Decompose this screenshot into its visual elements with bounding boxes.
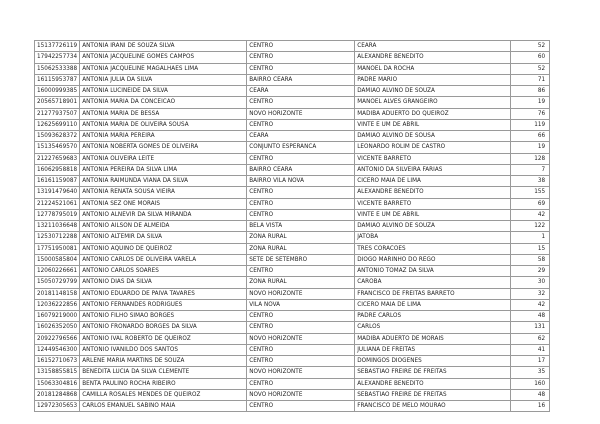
name-cell: ANTONIO AILSON DE ALMEIDA xyxy=(80,221,247,232)
street-cell: CARLOS xyxy=(355,322,511,333)
house-number-cell: 52 xyxy=(511,63,550,74)
street-cell: PADRE MARIO xyxy=(355,74,511,85)
id-number-cell: 12972305653 xyxy=(35,401,80,412)
name-cell: ANTONIO DIAS DA SILVA xyxy=(80,277,247,288)
neighborhood-cell: CENTRO xyxy=(247,63,355,74)
id-number-cell: 13211036648 xyxy=(35,221,80,232)
house-number-cell: 35 xyxy=(511,367,550,378)
street-cell: DAMIAO ALVINO DE SOUZA xyxy=(355,221,511,232)
house-number-cell: 30 xyxy=(511,277,550,288)
table-row xyxy=(35,277,550,288)
house-number-cell: 128 xyxy=(511,153,550,164)
table-row xyxy=(35,221,550,232)
house-number-cell: 119 xyxy=(511,119,550,130)
table-row xyxy=(35,142,550,153)
name-cell: ANTONIA LUCINEIDE DA SILVA xyxy=(80,86,247,97)
table-row xyxy=(35,356,550,367)
name-cell: ANTONIA OLIVEIRA LEITE xyxy=(80,153,247,164)
table-row xyxy=(35,187,550,198)
neighborhood-cell: CEARA xyxy=(247,86,355,97)
neighborhood-cell: CENTRO xyxy=(247,97,355,108)
neighborhood-cell: CENTRO xyxy=(247,187,355,198)
id-number-cell: 15093628372 xyxy=(35,131,80,142)
street-cell: JATOBA xyxy=(355,232,511,243)
id-number-cell: 16062958818 xyxy=(35,164,80,175)
house-number-cell: 160 xyxy=(511,378,550,389)
neighborhood-cell: CONJUNTO ESPERANCA xyxy=(247,142,355,153)
street-cell: DIOGO MARINHO DO REGO xyxy=(355,254,511,265)
neighborhood-cell: NOVO HORIZONTE xyxy=(247,389,355,400)
id-number-cell: 16161159087 xyxy=(35,176,80,187)
name-cell: CARLOS EMANUEL SABINO MAIA xyxy=(80,401,247,412)
table-row xyxy=(35,209,550,220)
house-number-cell: 58 xyxy=(511,254,550,265)
neighborhood-cell: NOVO HORIZONTE xyxy=(247,108,355,119)
id-number-cell: 15135469570 xyxy=(35,142,80,153)
street-cell: PADRE CARLOS xyxy=(355,311,511,322)
id-number-cell: 17942257734 xyxy=(35,52,80,63)
id-number-cell: 16115953787 xyxy=(35,74,80,85)
id-number-cell: 20181284868 xyxy=(35,389,80,400)
id-number-cell: 12060226661 xyxy=(35,266,80,277)
name-cell: ANTONIA JACQUELINE MAGALHAES LIMA xyxy=(80,63,247,74)
street-cell: MANOEL ALVES GRANGEIRO xyxy=(355,97,511,108)
neighborhood-cell: CEARA xyxy=(247,131,355,142)
neighborhood-cell: BELA VISTA xyxy=(247,221,355,232)
neighborhood-cell: NOVO HORIZONTE xyxy=(247,367,355,378)
name-cell: ANTONIA NOBERTA GOMES DE OLIVEIRA xyxy=(80,142,247,153)
name-cell: ANTONIA MARIA DE BESSA xyxy=(80,108,247,119)
id-number-cell: 13158855815 xyxy=(35,367,80,378)
neighborhood-cell: CENTRO xyxy=(247,322,355,333)
neighborhood-cell: BAIRRO CEARA xyxy=(247,164,355,175)
street-cell: MANOEL DA ROCHA xyxy=(355,63,511,74)
street-cell: JULIANA DE FREITAS xyxy=(355,344,511,355)
house-number-cell: 38 xyxy=(511,176,550,187)
id-number-cell: 15062533388 xyxy=(35,63,80,74)
id-number-cell: 21224521061 xyxy=(35,198,80,209)
name-cell: ANTONIO FERNANDES RODRIGUES xyxy=(80,299,247,310)
house-number-cell: 76 xyxy=(511,108,550,119)
neighborhood-cell: ZONA RURAL xyxy=(247,277,355,288)
street-cell: SEBASTIAO FREIRE DE FREITAS xyxy=(355,367,511,378)
name-cell: ANTONIA RENATA SOUSA VIEIRA xyxy=(80,187,247,198)
table-row xyxy=(35,52,550,63)
neighborhood-cell: CENTRO xyxy=(247,311,355,322)
house-number-cell: 42 xyxy=(511,209,550,220)
street-cell: DAMIAO ALVINO DE SOUSA xyxy=(355,131,511,142)
id-number-cell: 20922796566 xyxy=(35,333,80,344)
street-cell: VINTE E UM DE ABRIL xyxy=(355,119,511,130)
street-cell: VICENTE BARRETO xyxy=(355,153,511,164)
name-cell: ANTONIO FRONARDO BORGES DA SILVA xyxy=(80,322,247,333)
neighborhood-cell: CENTRO xyxy=(247,198,355,209)
street-cell: VICENTE BARRETO xyxy=(355,198,511,209)
table-row xyxy=(35,232,550,243)
name-cell: ANTONIA MARIA DE OLIVEIRA SOUSA xyxy=(80,119,247,130)
name-cell: ANTONIA IRANI DE SOUZA SILVA xyxy=(80,41,247,52)
neighborhood-cell: ZONA RURAL xyxy=(247,243,355,254)
neighborhood-cell: CENTRO xyxy=(247,52,355,63)
id-number-cell: 12449546300 xyxy=(35,344,80,355)
street-cell: ANTONIO DA SILVEIRA FARIAS xyxy=(355,164,511,175)
street-cell: DAMIAO ALVINO DE SOUZA xyxy=(355,86,511,97)
name-cell: ANTONIO IVAL ROBERTO DE QUEIROZ xyxy=(80,333,247,344)
neighborhood-cell: BAIRRO CEARA xyxy=(247,74,355,85)
table-row xyxy=(35,41,550,52)
neighborhood-cell: CENTRO xyxy=(247,119,355,130)
house-number-cell: 32 xyxy=(511,288,550,299)
street-cell: TRES CORACOES xyxy=(355,243,511,254)
neighborhood-cell: CENTRO xyxy=(247,153,355,164)
voter-list-sheet xyxy=(34,40,550,412)
house-number-cell: 48 xyxy=(511,389,550,400)
table-row xyxy=(35,164,550,175)
house-number-cell: 60 xyxy=(511,52,550,63)
street-cell: LEONARDO ROLIM DE CASTRO xyxy=(355,142,511,153)
house-number-cell: 66 xyxy=(511,131,550,142)
table-row xyxy=(35,176,550,187)
street-cell: SEBASTIAO FREIRE DE FREITAS xyxy=(355,389,511,400)
street-cell: ALEXANDRE BENEDITO xyxy=(355,378,511,389)
neighborhood-cell: CENTRO xyxy=(247,378,355,389)
name-cell: ANTONIO FILHO SIMAO BORGES xyxy=(80,311,247,322)
neighborhood-cell: VILA NOVA xyxy=(247,299,355,310)
id-number-cell: 16079219000 xyxy=(35,311,80,322)
house-number-cell: 29 xyxy=(511,266,550,277)
house-number-cell: 41 xyxy=(511,344,550,355)
name-cell: BENEDITA LUCIA DA SILVA CLEMENTE xyxy=(80,367,247,378)
id-number-cell: 15050729799 xyxy=(35,277,80,288)
neighborhood-cell: NOVO HORIZONTE xyxy=(247,288,355,299)
table-row xyxy=(35,378,550,389)
name-cell: BENTA PAULINO ROCHA RIBEIRO xyxy=(80,378,247,389)
id-number-cell: 21227659683 xyxy=(35,153,80,164)
house-number-cell: 19 xyxy=(511,142,550,153)
name-cell: ANTONIA MARIA PEREIRA xyxy=(80,131,247,142)
name-cell: ANTONIO EDUARDO DE PAIVA TAVARES xyxy=(80,288,247,299)
table-row xyxy=(35,367,550,378)
street-cell: ALEXANDRE BENEDITO xyxy=(355,52,511,63)
street-cell: MADIBA ADUERTO DO QUEIROZ xyxy=(355,108,511,119)
street-cell: ANTONIO TOMAZ DA SILVA xyxy=(355,266,511,277)
neighborhood-cell: SETE DE SETEMBRO xyxy=(247,254,355,265)
table-row xyxy=(35,131,550,142)
street-cell: FRANCISCO DE FREITAS BARRETO xyxy=(355,288,511,299)
house-number-cell: 17 xyxy=(511,356,550,367)
table-row xyxy=(35,333,550,344)
id-number-cell: 12778795019 xyxy=(35,209,80,220)
name-cell: ANTONIO ALTEMIR DA SILVA xyxy=(80,232,247,243)
neighborhood-cell: CENTRO xyxy=(247,41,355,52)
neighborhood-cell: CENTRO xyxy=(247,356,355,367)
house-number-cell: 86 xyxy=(511,86,550,97)
table-row xyxy=(35,266,550,277)
id-number-cell: 12530712288 xyxy=(35,232,80,243)
id-number-cell: 16000999385 xyxy=(35,86,80,97)
house-number-cell: 1 xyxy=(511,232,550,243)
table-row xyxy=(35,389,550,400)
table-row xyxy=(35,108,550,119)
neighborhood-cell: CENTRO xyxy=(247,344,355,355)
table-row xyxy=(35,86,550,97)
table-row xyxy=(35,63,550,74)
street-cell: DOMINGOS DIOGENES xyxy=(355,356,511,367)
table-row xyxy=(35,198,550,209)
id-number-cell: 21277937507 xyxy=(35,108,80,119)
house-number-cell: 42 xyxy=(511,299,550,310)
id-number-cell: 16026352050 xyxy=(35,322,80,333)
id-number-cell: 20181148158 xyxy=(35,288,80,299)
name-cell: ANTONIA SEZ ONE MORAIS xyxy=(80,198,247,209)
id-number-cell: 16152710673 xyxy=(35,356,80,367)
table-row xyxy=(35,401,550,412)
id-number-cell: 12036222856 xyxy=(35,299,80,310)
house-number-cell: 48 xyxy=(511,311,550,322)
house-number-cell: 62 xyxy=(511,333,550,344)
id-number-cell: 15000585804 xyxy=(35,254,80,265)
street-cell: CAROBA xyxy=(355,277,511,288)
id-number-cell: 17751950081 xyxy=(35,243,80,254)
table-row xyxy=(35,119,550,130)
street-cell: CICERO MAIA DE LIMA xyxy=(355,176,511,187)
table-row xyxy=(35,74,550,85)
table-row xyxy=(35,311,550,322)
table-row xyxy=(35,322,550,333)
table-row xyxy=(35,97,550,108)
voter-table-body xyxy=(35,41,550,412)
house-number-cell: 122 xyxy=(511,221,550,232)
name-cell: CAMILLA ROSALES MENDES DE QUEIROZ xyxy=(80,389,247,400)
house-number-cell: 131 xyxy=(511,322,550,333)
neighborhood-cell: CENTRO xyxy=(247,266,355,277)
id-number-cell: 12625699110 xyxy=(35,119,80,130)
house-number-cell: 155 xyxy=(511,187,550,198)
table-row xyxy=(35,344,550,355)
street-cell: CEARA xyxy=(355,41,511,52)
neighborhood-cell: BAIRRO VILA NOVA xyxy=(247,176,355,187)
name-cell: ANTONIA MARIA DA CONCEICAO xyxy=(80,97,247,108)
name-cell: ANTONIA RAIMUNDA VIANA DA SILVA xyxy=(80,176,247,187)
table-row xyxy=(35,299,550,310)
table-row xyxy=(35,288,550,299)
name-cell: ANTONIA JACQUELINE GOMES CAMPOS xyxy=(80,52,247,63)
id-number-cell: 20565718901 xyxy=(35,97,80,108)
street-cell: CICERO MAIA DE LIMA xyxy=(355,299,511,310)
house-number-cell: 71 xyxy=(511,74,550,85)
id-number-cell: 15063304816 xyxy=(35,378,80,389)
street-cell: ALEXANDRE BENEDITO xyxy=(355,187,511,198)
name-cell: ANTONIO CARLOS SOARES xyxy=(80,266,247,277)
name-cell: ANTONIO ALNEVIR DA SILVA MIRANDA xyxy=(80,209,247,220)
table-row xyxy=(35,254,550,265)
house-number-cell: 52 xyxy=(511,41,550,52)
street-cell: FRANCISCO DE MELO MOURAO xyxy=(355,401,511,412)
neighborhood-cell: ZONA RURAL xyxy=(247,232,355,243)
neighborhood-cell: CENTRO xyxy=(247,401,355,412)
name-cell: ANTONIO IVANILDO DOS SANTOS xyxy=(80,344,247,355)
id-number-cell: 15137726119 xyxy=(35,41,80,52)
table-row xyxy=(35,243,550,254)
house-number-cell: 16 xyxy=(511,401,550,412)
voter-table xyxy=(34,40,550,412)
house-number-cell: 7 xyxy=(511,164,550,175)
house-number-cell: 19 xyxy=(511,97,550,108)
name-cell: ARLENE MARIA MARTINS DE SOUZA xyxy=(80,356,247,367)
street-cell: MADIBA ADUERTO DE MORAIS xyxy=(355,333,511,344)
neighborhood-cell: CENTRO xyxy=(247,209,355,220)
name-cell: ANTONIA JULIA DA SILVA xyxy=(80,74,247,85)
id-number-cell: 13191479640 xyxy=(35,187,80,198)
house-number-cell: 69 xyxy=(511,198,550,209)
name-cell: ANTONIO CARLOS DE OLIVEIRA VARELA xyxy=(80,254,247,265)
house-number-cell: 15 xyxy=(511,243,550,254)
table-row xyxy=(35,153,550,164)
name-cell: ANTONIA PEREIRA DA SILVA LIMA xyxy=(80,164,247,175)
street-cell: VINTE E UM DE ABRIL xyxy=(355,209,511,220)
name-cell: ANTONIO AQUINO DE QUEIROZ xyxy=(80,243,247,254)
neighborhood-cell: NOVO HORIZONTE xyxy=(247,333,355,344)
